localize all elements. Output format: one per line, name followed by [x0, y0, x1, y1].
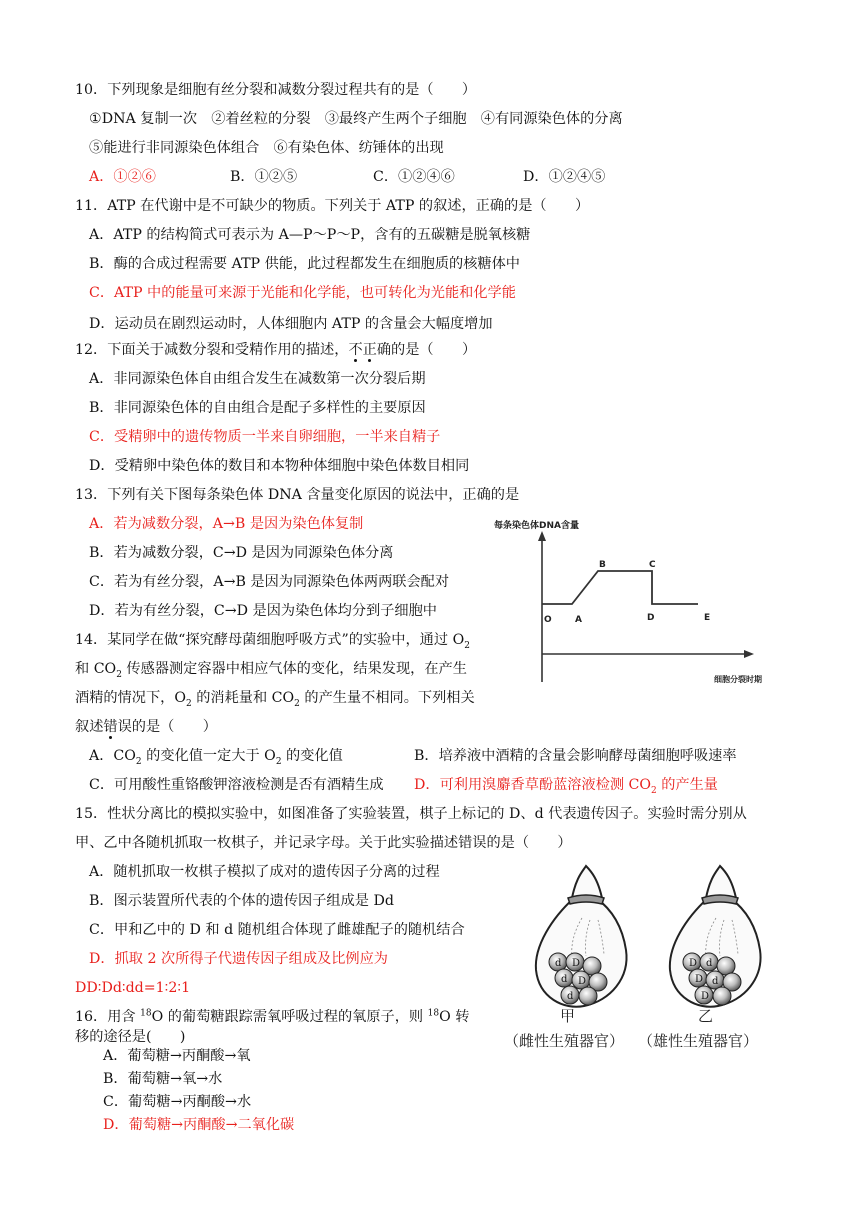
dna-content-graph: [488, 514, 780, 690]
graph-x-arrow: [744, 650, 754, 658]
bag-jia-caption: （雌性生殖器官）: [504, 1032, 625, 1050]
bags-illustration: [512, 858, 774, 1054]
q14-option-a: A．$CO_2$ 的变化值一定大于 $O_2$ 的变化值: [89, 748, 343, 767]
q14-option-c: C．可用酸性重铬酸钾溶液检测是否有酒精生成: [89, 777, 384, 793]
q11-option-b: B．酶的合成过程需要 ATP 供能，此过程都发生在细胞质的核糖体中: [89, 256, 520, 272]
q12-option-d: D．受精卵中染色体的数目和本物种体细胞中染色体数目相同: [89, 458, 470, 474]
q16-stem-line1: 16．用含 $^{18}$O 的葡萄糖跟踪需氧呼吸过程的氧原子，则 $^{18}$O 转: [75, 1008, 470, 1025]
q16-option-a: A．葡萄糖→丙酮酸→氧: [103, 1048, 251, 1064]
q16-option-d: D．葡萄糖→丙酮酸→二氧化碳: [103, 1117, 295, 1133]
q10-items-line2: ⑤能进行非同源染色体组合 ⑥有染色体、纺锤体的出现: [89, 140, 444, 156]
q10-items-line1: ①DNA 复制一次 ②着丝粒的分裂 ③最终产生两个子细胞 ④有同源染色体的分离: [89, 111, 623, 127]
svg-text:d: d: [555, 958, 562, 969]
bag-yi-name: 乙: [698, 1007, 714, 1025]
q15-stem-line1: 15．性状分离比的模拟实验中，如图准备了实验装置，棋子上标记的 D、d 代表遗传因子。实验时需分别从: [75, 806, 747, 822]
q12-option-c: C．受精卵中的遗传物质一半来自卵细胞，一半来自精子: [89, 429, 441, 445]
q13-option-a: A．若为减数分裂，A→B 是因为染色体复制: [89, 516, 364, 532]
q14-option-b: B．培养液中酒精的含量会影响酵母菌细胞呼吸速率: [414, 748, 737, 764]
graph-point-b: B: [599, 560, 606, 570]
q15-option-b: B．图示装置所代表的个体的遗传因子组成是 Dd: [89, 893, 394, 909]
q14-stem-line1: 14．某同学在做“探究酵母菌细胞呼吸方式”的实验中，通过 $O_2$: [75, 632, 470, 651]
graph-y-arrow: [538, 531, 546, 541]
bag-yi-icon: [670, 866, 761, 1007]
graph-point-a: A: [575, 615, 582, 625]
q14-stem-line3: 酒精的情况下，$O_2$ 的消耗量和 $CO_2$ 的产生量不相同。下列相关: [75, 690, 475, 709]
svg-text:D: D: [695, 974, 704, 985]
q16-option-c: C．葡萄糖→丙酮酸→水: [103, 1094, 252, 1110]
q12-option-b: B．非同源染色体的自由组合是配子多样性的主要原因: [89, 400, 426, 416]
svg-text:D: D: [572, 958, 581, 969]
q15-option-c: C．甲和乙中的 D 和 d 随机组合体现了雌雄配子的随机结合: [89, 922, 465, 938]
q10-option-c: C．①②④⑥: [373, 169, 455, 185]
q13-option-d: D．若为有丝分裂，C→D 是因为染色体均分到子细胞中: [89, 603, 437, 619]
q13-option-c: C．若为有丝分裂，A→B 是因为同源染色体两两联会配对: [89, 574, 450, 590]
bag-jia-name: 甲: [560, 1007, 576, 1025]
q11-option-c: C．ATP 中的能量可来源于光能和化学能，也可转化为光能和化学能: [89, 285, 516, 301]
graph-x-label: 细胞分裂时期: [714, 675, 762, 684]
graph-line: [542, 571, 698, 604]
bag-jia-icon: [536, 866, 627, 1007]
svg-text:D: D: [701, 991, 710, 1002]
q15-option-d: D．抓取 2 次所得子代遗传因子组成及比例应为: [89, 951, 388, 967]
q16-stem-line2: 移的途径是( ): [75, 1029, 186, 1045]
graph-point-e: E: [704, 613, 711, 623]
q15-option-a: A．随机抓取一枚棋子模拟了成对的遗传因子分离的过程: [89, 864, 440, 880]
q14-stem-line2: 和 $CO_2$ 传感器测定容器中相应气体的变化，结果发现，在产生: [75, 661, 467, 680]
q16-option-b: B．葡萄糖→氧→水: [103, 1071, 223, 1087]
svg-text:d: d: [561, 974, 568, 985]
q15-stem-line2: 甲、乙中各随机抓取一枚棋子，并记录字母。关于此实验描述错误的是（ ）: [75, 835, 572, 851]
graph-point-c: C: [649, 560, 656, 570]
svg-text:D: D: [689, 958, 698, 969]
svg-text:d: d: [712, 976, 719, 987]
q10-option-d: D．①②④⑤: [523, 169, 606, 185]
q14-stem-line4: 叙述错误的是（ ）: [75, 719, 217, 735]
q13-option-b: B．若为减数分裂，C→D 是因为同源染色体分离: [89, 545, 394, 561]
emphasis-dot-char: 不: [348, 342, 363, 358]
q13-stem: 13．下列有关下图每条染色体 DNA 含量变化原因的说法中，正确的是: [75, 487, 520, 503]
q11-option-a: A．ATP 的结构简式可表示为 A—P～P～P，含有的五碳糖是脱氧核糖: [89, 227, 531, 243]
q14-option-d: D．可利用溴麝香草酚蓝溶液检测 $CO_2$ 的产生量: [414, 777, 718, 796]
graph-y-label: 每条染色体DNA含量: [494, 521, 579, 531]
emphasis-dot-char: 正: [362, 342, 377, 358]
graph-point-o: O: [544, 615, 552, 625]
q11-option-d: D．运动员在剧烈运动时，人体细胞内 ATP 的含量会大幅度增加: [89, 316, 493, 332]
bag-yi-caption: （雄性生殖器官）: [638, 1032, 759, 1050]
q11-stem: 11．ATP 在代谢中是不可缺少的物质。下列关于 ATP 的叙述，正确的是（ ）: [75, 198, 590, 214]
q10-stem: 10．下列现象是细胞有丝分裂和减数分裂过程共有的是（ ）: [75, 82, 477, 98]
svg-text:d: d: [567, 991, 574, 1002]
emphasis-dot-char: 错: [103, 719, 118, 735]
q10-option-a: A．①②⑥: [89, 169, 156, 185]
q12-stem: 12．下面关于减数分裂和受精作用的描述，不正确的是（ ）: [75, 342, 477, 358]
q10-option-b: B．①②⑤: [230, 169, 298, 185]
q15-option-d-ratio: DD∶Dd∶dd=1∶2∶1: [75, 980, 191, 996]
svg-text:D: D: [578, 976, 587, 987]
graph-point-d: D: [647, 613, 655, 623]
q12-option-a: A．非同源染色体自由组合发生在减数第一次分裂后期: [89, 371, 426, 387]
svg-text:d: d: [706, 958, 713, 969]
